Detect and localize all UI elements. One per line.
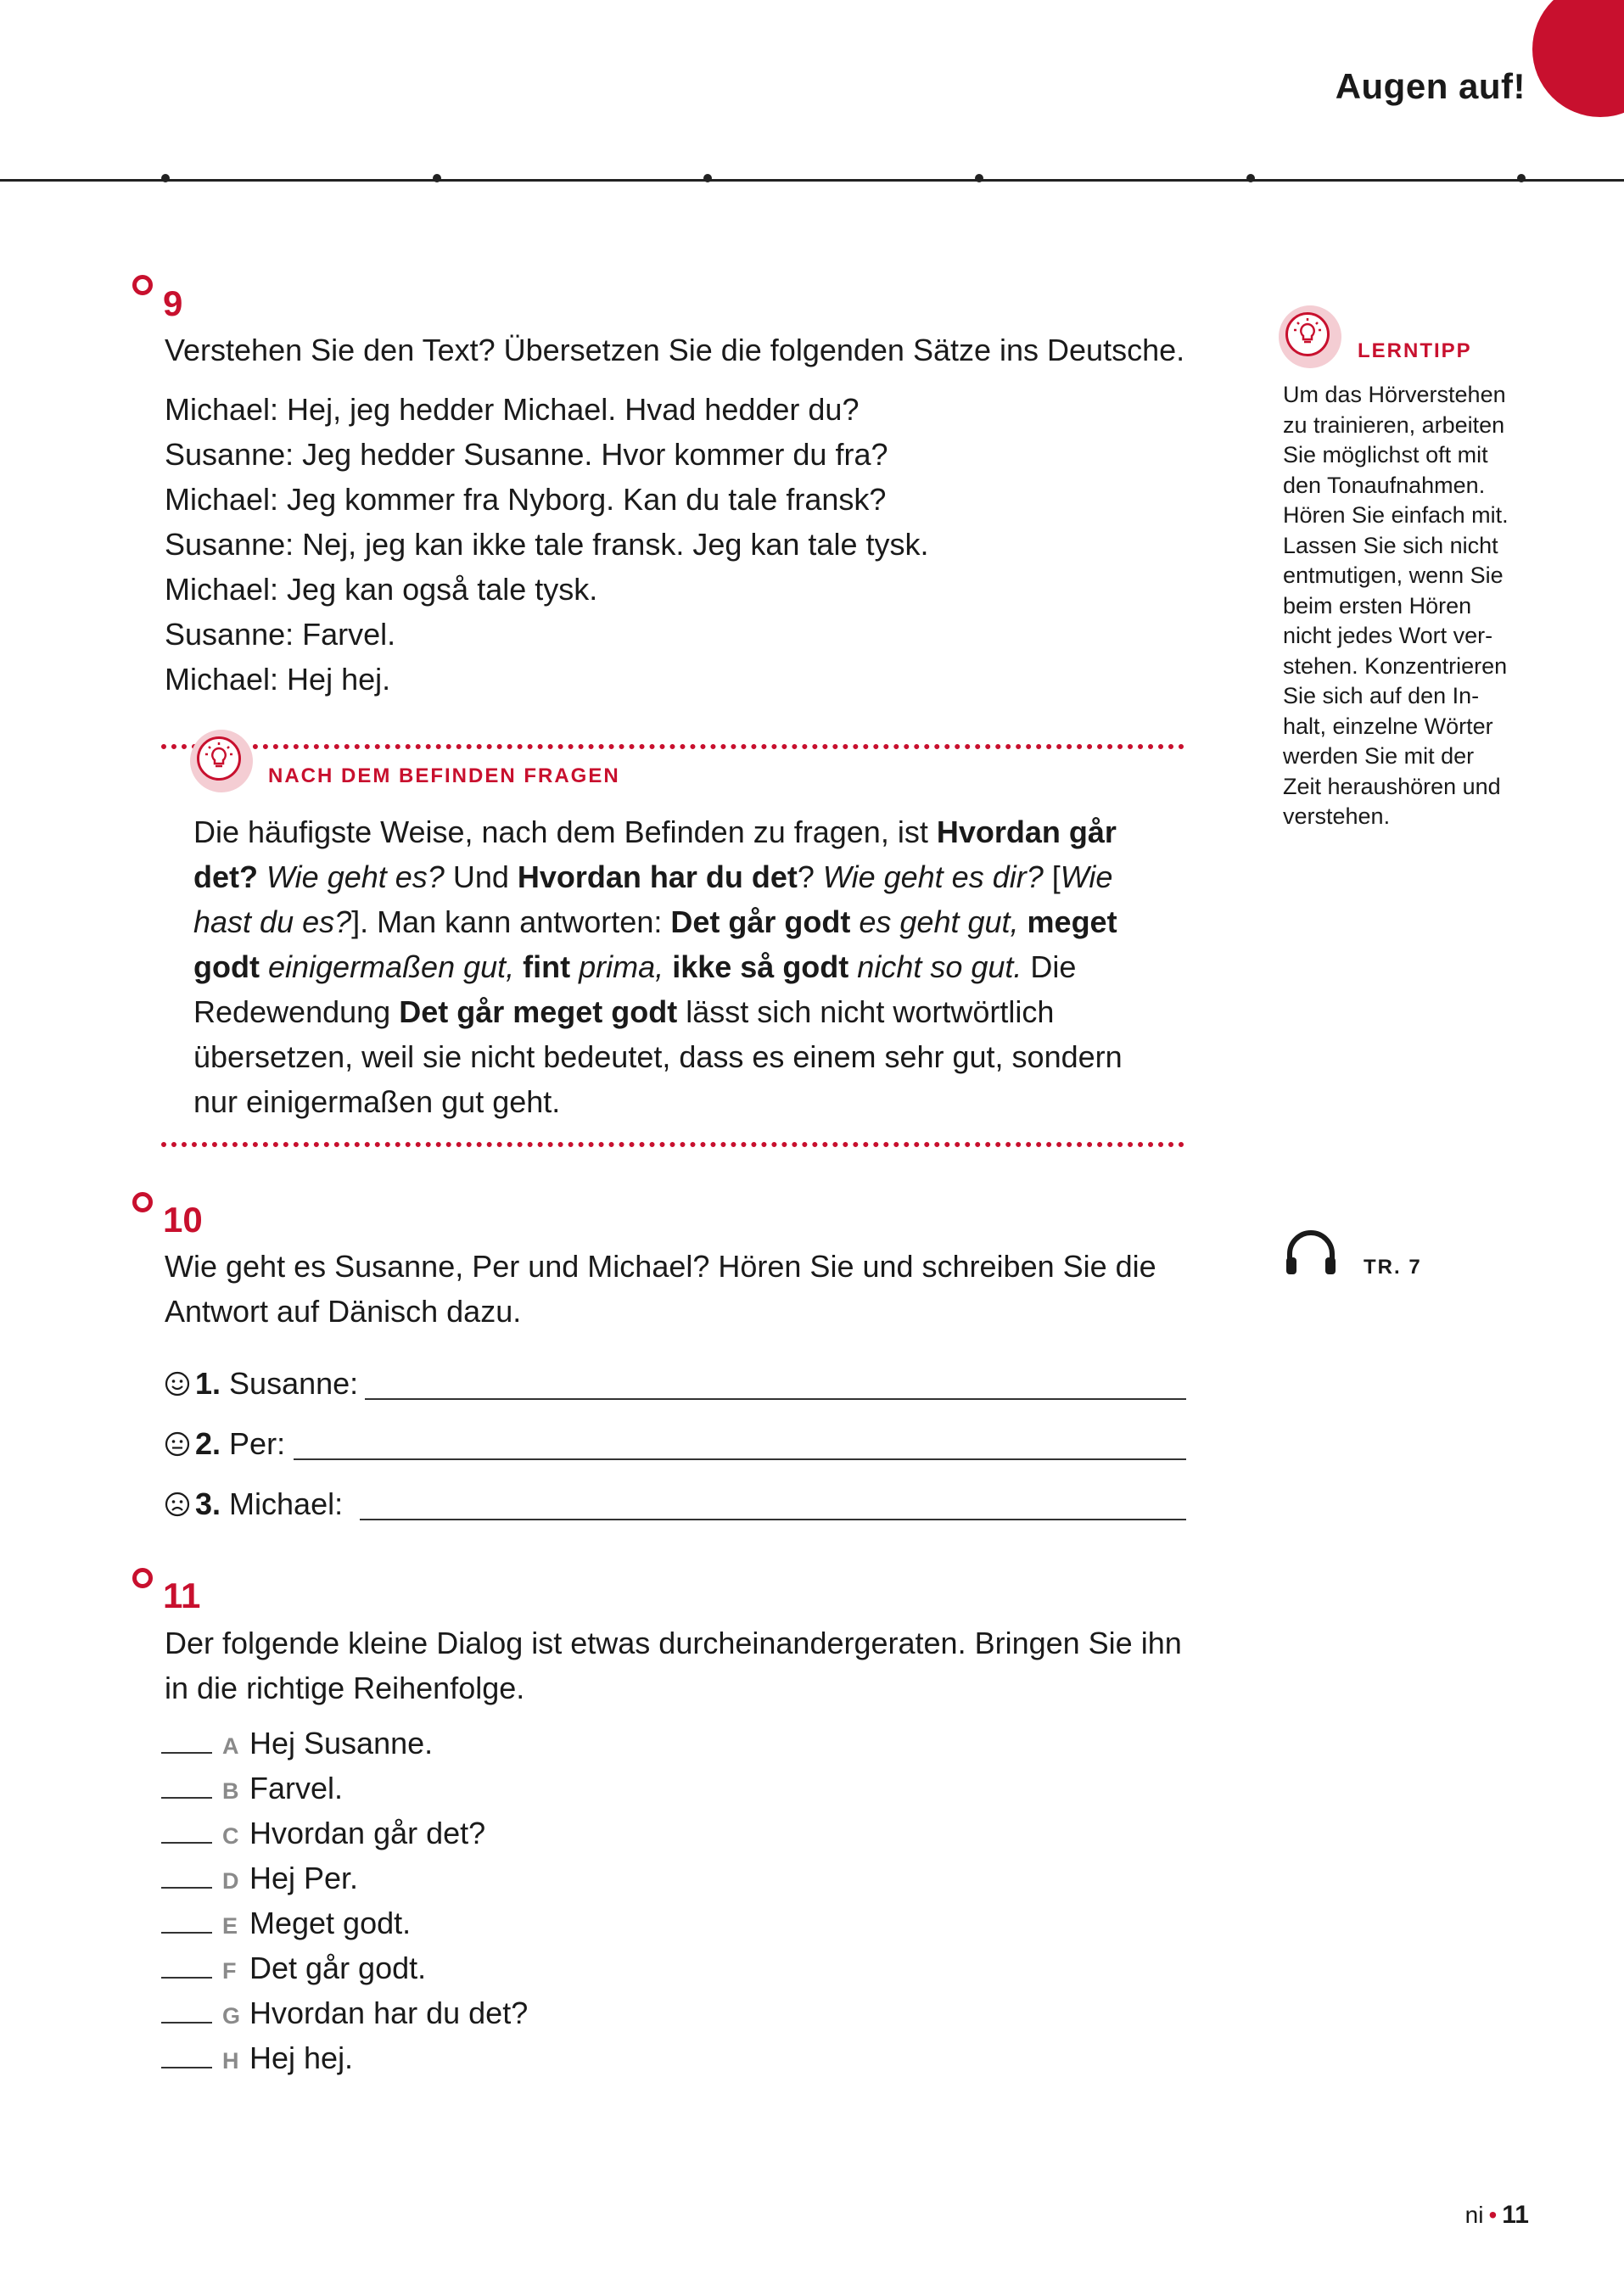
answer-item-2: 2. Per: xyxy=(195,1426,286,1461)
corner-tab xyxy=(1532,0,1624,117)
headphones-icon xyxy=(1283,1229,1339,1278)
order-item[interactable]: F Det går godt. xyxy=(161,1951,426,1996)
dialogue-line: Michael: Hej, jeg hedder Michael. Hvad hedder du? xyxy=(165,392,860,427)
order-blank[interactable] xyxy=(161,2022,212,2024)
rule-dot xyxy=(433,174,441,182)
order-blank[interactable] xyxy=(161,1977,212,1979)
dialogue-line: Michael: Hej hej. xyxy=(165,662,391,697)
page-number: 11 xyxy=(1502,2201,1529,2229)
exercise-marker xyxy=(132,1192,153,1212)
rule-dot xyxy=(703,174,712,182)
rule-dot xyxy=(161,174,170,182)
dialogue-line: Michael: Jeg kan også tale tysk. xyxy=(165,572,598,607)
order-item[interactable]: C Hvordan går det? xyxy=(161,1816,485,1861)
tip-icon-badge xyxy=(190,730,253,792)
happy-face-icon xyxy=(165,1371,190,1397)
rule-dot xyxy=(1246,174,1255,182)
header-rule xyxy=(0,179,1624,182)
answer-line-2[interactable] xyxy=(294,1458,1186,1460)
order-item[interactable]: E Meget godt. xyxy=(161,1906,411,1951)
answer-line-3[interactable] xyxy=(360,1519,1186,1520)
exercise-marker xyxy=(132,275,153,295)
order-blank[interactable] xyxy=(161,1797,212,1799)
order-blank[interactable] xyxy=(161,2067,212,2068)
exercise-9-dialogue xyxy=(165,387,928,702)
tip-box-heading: NACH DEM BEFINDEN FRAGEN xyxy=(268,764,620,787)
lightbulb-icon xyxy=(199,739,238,778)
tip-box-top-border xyxy=(161,744,1184,749)
rule-dot xyxy=(975,174,983,182)
neutral-face-icon xyxy=(165,1431,190,1457)
audio-track-label: TR. 7 xyxy=(1364,1256,1422,1279)
answer-item-1: 1. Susanne: xyxy=(195,1366,359,1401)
order-blank[interactable] xyxy=(161,1887,212,1889)
sad-face-icon xyxy=(165,1492,190,1517)
exercise-9-number: 9 xyxy=(163,283,183,323)
lerntipp-text: Um das Hörverstehen zu trainieren, arbeiten Sie möglichst oft mit den Tonaufnahmen. Hören Sie einfach mit. Lassen Sie sich nicht entmutigen, wenn Sie beim ersten Hören nicht jedes Wort ver- stehen. Konzentrieren Sie sich auf den In- halt, einzelne Wörter werden Sie mit der Zeit heraushören und verstehen. xyxy=(1283,382,1509,829)
dialogue-line: Susanne: Jeg hedder Susanne. Hvor kommer du fra? xyxy=(165,437,888,472)
order-item[interactable]: D Hej Per. xyxy=(161,1861,358,1906)
dialogue-line: Susanne: Nej, jeg kan ikke tale fransk. Jeg kan tale tysk. xyxy=(165,527,929,562)
order-blank[interactable] xyxy=(161,1932,212,1934)
order-item[interactable]: B Farvel. xyxy=(161,1771,343,1816)
order-item[interactable]: G Hvordan har du det? xyxy=(161,1996,528,2040)
dialogue-line: Susanne: Farvel. xyxy=(165,617,396,652)
exercise-10-instruction: Wie geht es Susanne, Per und Michael? Hören Sie und schreiben Sie die Antwort auf Dänisch dazu. xyxy=(165,1249,1156,1329)
lerntipp-heading: LERNTIPP xyxy=(1358,339,1472,362)
tip-box-text: Die häufigste Weise, nach dem Befinden zu fragen, ist Hvordan går det? Wie geht es? Und Hvordan har du det? Wie geht es dir? [Wie hast du es?]. Man kann antworten: Det går godt es geht gut, meget godt einigermaßen gut, fint prima, ikke så godt nicht so gut. Die Redewendung Det går meget godt lässt sich nicht wortwörtlich übersetzen, weil sie nicht bedeutet, dass es einem sehr gut, sondern nur einigermaßen gut geht. xyxy=(193,814,1123,1119)
rule-dot xyxy=(1517,174,1526,182)
page-footer: ni • 11 xyxy=(1464,2201,1529,2229)
page-title: Augen auf! xyxy=(1335,66,1526,106)
dialogue-line: Michael: Jeg kommer fra Nyborg. Kan du tale fransk? xyxy=(165,482,887,517)
order-item[interactable]: H Hej hej. xyxy=(161,2040,353,2085)
exercise-11-number: 11 xyxy=(163,1576,201,1615)
exercise-9-instruction: Verstehen Sie den Text? Übersetzen Sie die folgenden Sätze ins Deutsche. xyxy=(165,333,1185,367)
order-blank[interactable] xyxy=(161,1842,212,1844)
section-label: ni xyxy=(1464,2202,1484,2228)
exercise-11-instruction: Der folgende kleine Dialog ist etwas durcheinandergeraten. Bringen Sie ihn in die richtige Reihenfolge. xyxy=(165,1626,1182,1705)
lightbulb-icon xyxy=(1288,315,1327,354)
answer-item-3: 3. Michael: xyxy=(195,1486,344,1521)
order-blank[interactable] xyxy=(161,1752,212,1754)
order-item[interactable]: A Hej Susanne. xyxy=(161,1726,433,1771)
exercise-10-number: 10 xyxy=(163,1200,203,1240)
tip-box-bottom-border xyxy=(161,1142,1184,1147)
lerntipp-icon-badge xyxy=(1279,305,1341,368)
answer-line-1[interactable] xyxy=(365,1398,1186,1400)
exercise-marker xyxy=(132,1568,153,1588)
